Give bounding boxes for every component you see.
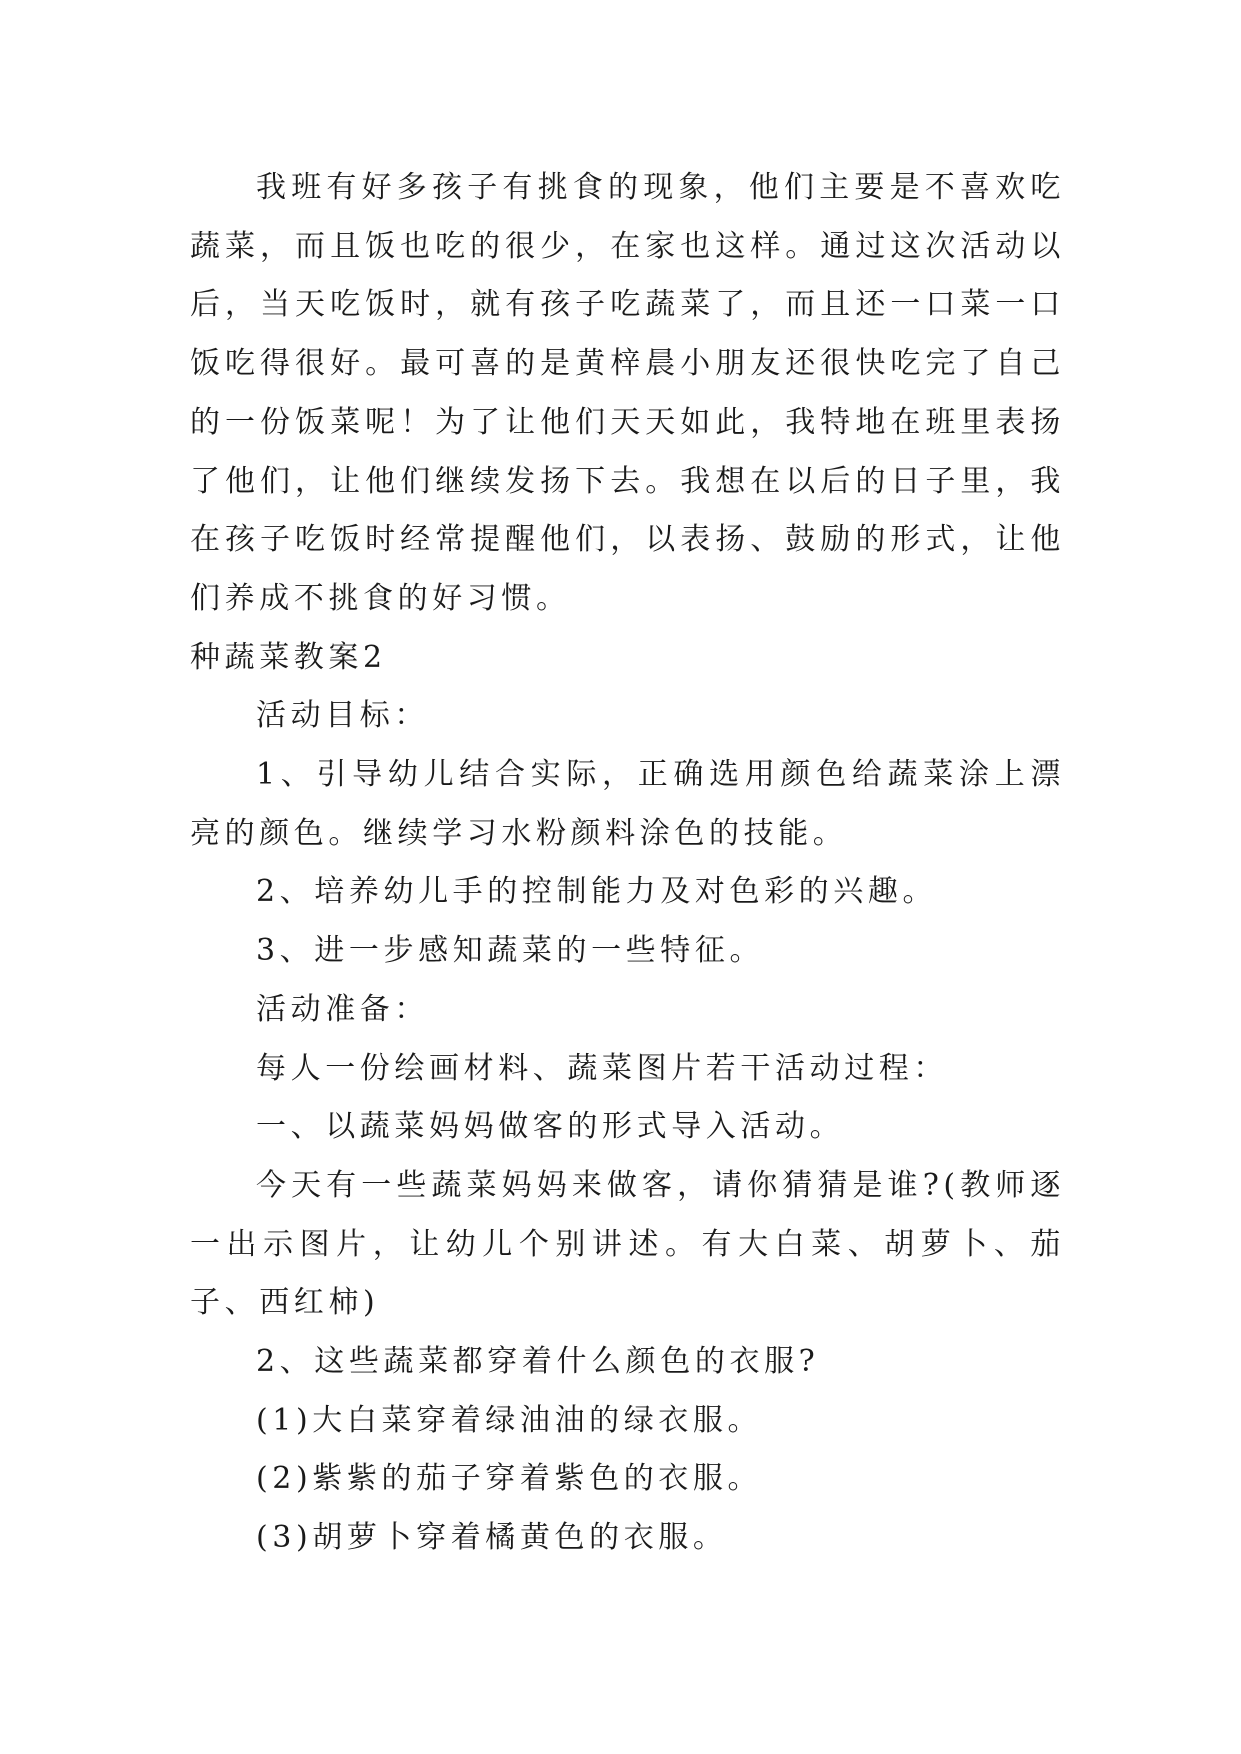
body-paragraph: 我班有好多孩子有挑食的现象，他们主要是不喜欢吃蔬菜，而且饭也吃的很少，在家也这样。通过这次活动以后，当天吃饭时，就有孩子吃蔬菜了，而且还一口菜一口饭吃得很好。最可喜的是黄梓晨小朋友还很快吃完了自己的一份饭菜呢！为了让他们天天如此，我特地在班里表扬了他们，让他们继续发扬下去。我想在以后的日子里，我在孩子吃饭时经常提醒他们，以表扬、鼓励的形式，让他们养成不挑食的好习惯。: [190, 170, 1065, 616]
preparation-text: 每人一份绘画材料、蔬菜图片若干活动过程：: [256, 1050, 948, 1086]
document-page: [190, 159, 1065, 1568]
section-heading: 种蔬菜教案2: [190, 639, 387, 675]
list-item: (1)大白菜穿着绿油油的绿衣服。: [256, 1402, 763, 1438]
process-step-1: 一、以蔬菜妈妈做客的形式导入活动。: [256, 1109, 845, 1145]
subheading-activity-preparation: 活动准备：: [256, 991, 429, 1027]
goal-item-1: 1、引导幼儿结合实际，正确选用颜色给蔬菜涂上漂亮的颜色。继续学习水粉颜料涂色的技能。: [190, 757, 1065, 851]
body-paragraph: 今天有一些蔬菜妈妈来做客，请你猜猜是谁?(教师逐一出示图片，让幼儿个别讲述。有大白菜、胡萝卜、茄子、西红柿): [190, 1167, 1065, 1321]
process-step-2: 2、这些蔬菜都穿着什么颜色的衣服?: [256, 1344, 820, 1380]
goal-item-2: 2、培养幼儿手的控制能力及对色彩的兴趣。: [256, 874, 938, 910]
subheading-activity-goals: 活动目标：: [256, 698, 429, 734]
list-item: (3)胡萝卜穿着橘黄色的衣服。: [256, 1520, 728, 1556]
goal-item-3: 3、进一步感知蔬菜的一些特征。: [256, 933, 765, 969]
list-item: (2)紫紫的茄子穿着紫色的衣服。: [256, 1461, 763, 1497]
